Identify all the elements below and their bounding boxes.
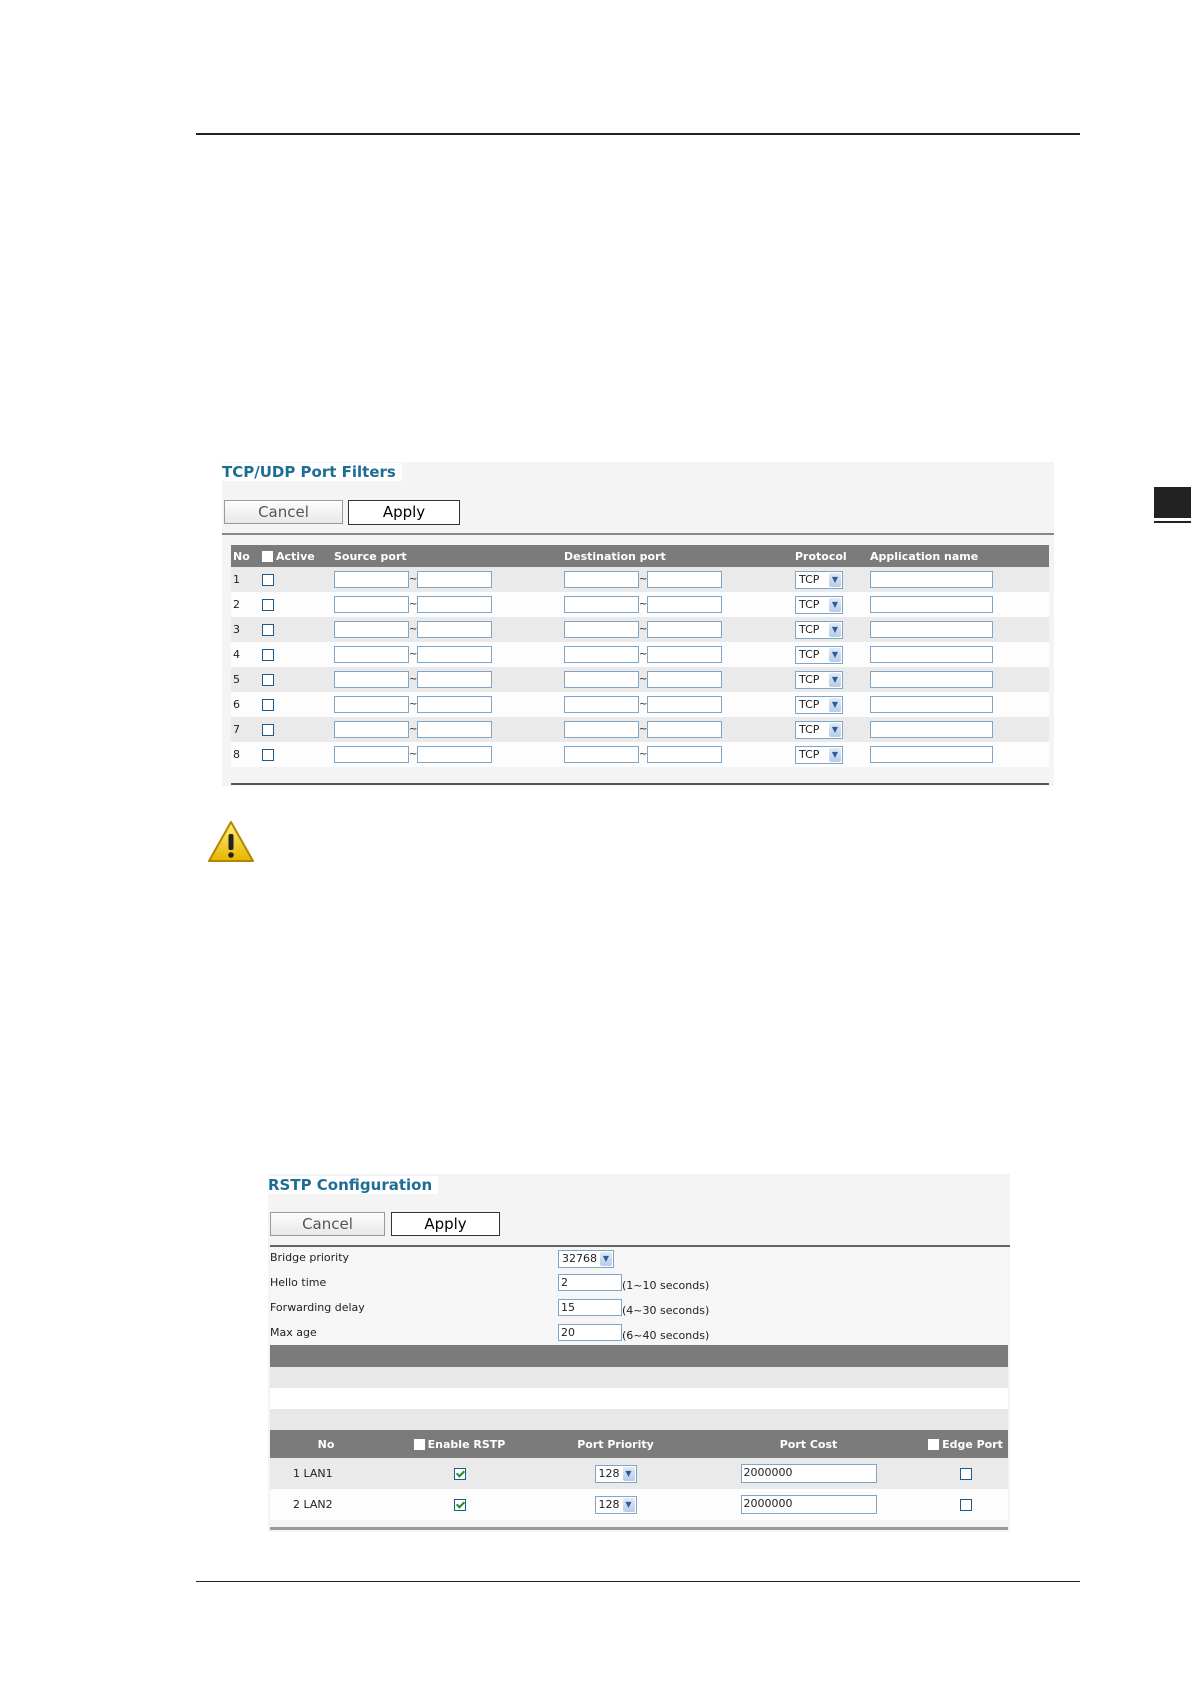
row-active-cell: [260, 617, 332, 642]
range-separator: ~: [409, 599, 418, 610]
row-active-cell: [260, 667, 332, 692]
table-row: [231, 617, 1049, 642]
apply-button[interactable]: Apply: [348, 500, 460, 525]
destination-port-start-input[interactable]: [564, 621, 639, 638]
table-row: [231, 667, 1049, 692]
source-port-start-input[interactable]: [334, 696, 409, 713]
active-checkbox[interactable]: [262, 724, 274, 736]
destination-port-start-input[interactable]: [564, 746, 639, 763]
source-port-start-input[interactable]: [334, 596, 409, 613]
source-port-start-input[interactable]: [334, 746, 409, 763]
table-row: [231, 567, 1049, 592]
range-separator: ~: [639, 599, 648, 610]
rstp-divider: [270, 1245, 1010, 1247]
port-label: 1 LAN1: [270, 1458, 382, 1489]
table-row: [231, 592, 1049, 617]
protocol-select[interactable]: TCP ▼: [795, 646, 843, 664]
edge-port-cell: [923, 1489, 1008, 1520]
enable-rstp-cell: [382, 1489, 537, 1520]
cancel-button[interactable]: Cancel: [224, 500, 343, 524]
row-active-cell: [260, 592, 332, 617]
row-number: 8: [231, 742, 260, 767]
chevron-down-icon: ▼: [829, 748, 841, 762]
edge-port-cell: [923, 1458, 1008, 1489]
source-port-end-input[interactable]: [417, 621, 492, 638]
bridge-priority-select[interactable]: 32768 ▼: [558, 1250, 614, 1268]
hello-time-input[interactable]: 2: [558, 1274, 622, 1291]
port-priority-select[interactable]: 128 ▼: [595, 1465, 637, 1483]
destination-port-start-input[interactable]: [564, 721, 639, 738]
application-name-cell: [868, 717, 1049, 742]
header-rule: [196, 133, 1080, 135]
source-port-cell: [332, 717, 562, 742]
destination-port-end-input[interactable]: [647, 571, 722, 588]
chevron-down-icon: ▼: [829, 598, 841, 612]
port-label: 2 LAN2: [270, 1489, 382, 1520]
source-port-cell: [332, 642, 562, 667]
filters-bottom-line: [231, 783, 1049, 785]
source-port-end-input[interactable]: [417, 571, 492, 588]
source-port-start-input[interactable]: [334, 646, 409, 663]
row-active-cell: [260, 742, 332, 767]
destination-port-end-input[interactable]: [647, 596, 722, 613]
destination-port-start-input[interactable]: [564, 571, 639, 588]
chevron-down-icon: ▼: [600, 1252, 612, 1266]
select-all-active-checkbox[interactable]: [262, 551, 273, 562]
port-cost-input[interactable]: 2000000: [741, 1464, 877, 1483]
source-port-cell: [332, 617, 562, 642]
rstp-stripe-2: [270, 1388, 1008, 1409]
application-name-cell: [868, 742, 1049, 767]
row-number: 3: [231, 617, 260, 642]
application-name-cell: [868, 642, 1049, 667]
active-checkbox[interactable]: [262, 624, 274, 636]
rstp-title: RSTP Configuration: [268, 1176, 438, 1194]
port-cost-cell: [694, 1458, 923, 1489]
destination-port-end-input[interactable]: [647, 621, 722, 638]
tcp-udp-filters-table: [231, 545, 1049, 767]
filters-divider: [222, 533, 1054, 535]
range-separator: ~: [409, 674, 418, 685]
chevron-down-icon: ▼: [829, 698, 841, 712]
row-active-cell: [260, 692, 332, 717]
rstp-apply-button[interactable]: Apply: [391, 1212, 500, 1236]
row-number: 7: [231, 717, 260, 742]
range-separator: ~: [409, 649, 418, 660]
range-separator: ~: [639, 749, 648, 760]
port-priority-cell: [537, 1489, 694, 1520]
source-port-cell: [332, 592, 562, 617]
range-separator: ~: [409, 624, 418, 635]
source-port-end-input[interactable]: [417, 646, 492, 663]
port-priority-select[interactable]: 128 ▼: [595, 1496, 637, 1514]
source-port-cell: [332, 692, 562, 717]
hello-time-hint: (1~10 seconds): [622, 1279, 710, 1292]
table-row: [231, 692, 1049, 717]
protocol-select[interactable]: TCP ▼: [795, 596, 843, 614]
port-priority-cell: [537, 1458, 694, 1489]
active-checkbox[interactable]: [262, 649, 274, 661]
destination-port-end-input[interactable]: [647, 721, 722, 738]
range-separator: ~: [639, 699, 648, 710]
destination-port-cell: [562, 717, 793, 742]
destination-port-cell: [562, 692, 793, 717]
col-source-port: Source port: [332, 545, 562, 567]
rstp-cancel-button[interactable]: Cancel: [270, 1212, 385, 1236]
application-name-input[interactable]: [870, 721, 993, 738]
protocol-cell: [793, 692, 868, 717]
range-separator: ~: [409, 749, 418, 760]
source-port-end-input[interactable]: [417, 671, 492, 688]
destination-port-start-input[interactable]: [564, 646, 639, 663]
port-cost-input[interactable]: 2000000: [741, 1495, 877, 1514]
application-name-input[interactable]: [870, 746, 993, 763]
port-cost-cell: [694, 1489, 923, 1520]
chevron-down-icon: ▼: [829, 623, 841, 637]
chevron-down-icon: ▼: [829, 573, 841, 587]
edge-port-checkbox[interactable]: [960, 1499, 972, 1511]
protocol-cell: [793, 592, 868, 617]
destination-port-cell: [562, 617, 793, 642]
destination-port-end-input[interactable]: [647, 671, 722, 688]
source-port-cell: [332, 667, 562, 692]
destination-port-cell: [562, 567, 793, 592]
source-port-start-input[interactable]: [334, 621, 409, 638]
protocol-select[interactable]: TCP ▼: [795, 696, 843, 714]
application-name-input[interactable]: [870, 571, 993, 588]
forwarding-delay-label: Forwarding delay: [270, 1301, 365, 1314]
tcp-udp-filters-title: TCP/UDP Port Filters: [222, 463, 402, 481]
source-port-start-input[interactable]: [334, 721, 409, 738]
protocol-cell: [793, 567, 868, 592]
destination-port-cell: [562, 742, 793, 767]
select-all-rstp-checkbox[interactable]: [414, 1439, 425, 1450]
chevron-down-icon: ▼: [829, 673, 841, 687]
source-port-start-input[interactable]: [334, 571, 409, 588]
rstp-stripe-1: [270, 1367, 1008, 1388]
enable-rstp-cell: [382, 1458, 537, 1489]
protocol-select[interactable]: TCP ▼: [795, 671, 843, 689]
enable-rstp-checkbox[interactable]: [454, 1499, 466, 1511]
rstp-stripe-3: [270, 1409, 1008, 1430]
destination-port-start-input[interactable]: [564, 596, 639, 613]
range-separator: ~: [409, 724, 418, 735]
range-separator: ~: [639, 574, 648, 585]
col-port-priority: Port Priority: [537, 1430, 694, 1458]
application-name-input[interactable]: [870, 671, 993, 688]
forwarding-delay-input[interactable]: 15: [558, 1299, 622, 1316]
protocol-select[interactable]: TCP ▼: [795, 621, 843, 639]
col-destination-port: Destination port: [562, 545, 793, 567]
range-separator: ~: [639, 674, 648, 685]
destination-port-cell: [562, 642, 793, 667]
col-edge-port: Edge Port: [923, 1430, 1008, 1458]
row-number: 6: [231, 692, 260, 717]
forwarding-delay-hint: (4~30 seconds): [622, 1304, 710, 1317]
protocol-select[interactable]: TCP ▼: [795, 721, 843, 739]
protocol-cell: [793, 742, 868, 767]
destination-port-start-input[interactable]: [564, 696, 639, 713]
max-age-label: Max age: [270, 1326, 317, 1339]
protocol-cell: [793, 642, 868, 667]
source-port-end-input[interactable]: [417, 596, 492, 613]
row-active-cell: [260, 717, 332, 742]
active-checkbox[interactable]: [262, 574, 274, 586]
active-checkbox[interactable]: [262, 699, 274, 711]
table-row: [270, 1458, 1008, 1489]
col-no: No: [231, 545, 260, 567]
max-age-input[interactable]: 20: [558, 1324, 622, 1341]
chevron-down-icon: ▼: [623, 1467, 635, 1481]
range-separator: ~: [409, 699, 418, 710]
active-checkbox[interactable]: [262, 749, 274, 761]
application-name-cell: [868, 692, 1049, 717]
table-row: [231, 742, 1049, 767]
col-port-no: No: [270, 1430, 382, 1458]
hello-time-label: Hello time: [270, 1276, 327, 1289]
col-enable-rstp: Enable RSTP: [382, 1430, 537, 1458]
application-name-cell: [868, 667, 1049, 692]
source-port-end-input[interactable]: [417, 696, 492, 713]
destination-port-end-input[interactable]: [647, 696, 722, 713]
bridge-priority-label: Bridge priority: [270, 1251, 350, 1264]
range-separator: ~: [639, 624, 648, 635]
application-name-input[interactable]: [870, 596, 993, 613]
active-checkbox[interactable]: [262, 599, 274, 611]
protocol-cell: [793, 617, 868, 642]
application-name-cell: [868, 592, 1049, 617]
col-active: Active: [260, 545, 332, 567]
range-separator: ~: [639, 649, 648, 660]
row-active-cell: [260, 567, 332, 592]
table-row: [270, 1489, 1008, 1520]
table-row: [231, 642, 1049, 667]
footer-rule: [196, 1581, 1080, 1582]
chevron-down-icon: ▼: [623, 1498, 635, 1512]
destination-port-end-input[interactable]: [647, 646, 722, 663]
chevron-down-icon: ▼: [829, 648, 841, 662]
rstp-ports-table: [270, 1430, 1008, 1520]
row-number: 2: [231, 592, 260, 617]
max-age-hint: (6~40 seconds): [622, 1329, 710, 1342]
protocol-select[interactable]: TCP ▼: [795, 571, 843, 589]
protocol-select[interactable]: TCP ▼: [795, 746, 843, 764]
table-row: [231, 717, 1049, 742]
col-application-name: Application name: [868, 545, 1049, 567]
source-port-cell: [332, 742, 562, 767]
chapter-tab-line: [1154, 521, 1191, 523]
application-name-input[interactable]: [870, 621, 993, 638]
source-port-end-input[interactable]: [417, 721, 492, 738]
destination-port-cell: [562, 667, 793, 692]
edge-port-checkbox[interactable]: [960, 1468, 972, 1480]
range-separator: ~: [639, 724, 648, 735]
source-port-start-input[interactable]: [334, 671, 409, 688]
row-number: 1: [231, 567, 260, 592]
col-protocol: Protocol: [793, 545, 868, 567]
col-port-cost: Port Cost: [694, 1430, 923, 1458]
application-name-input[interactable]: [870, 646, 993, 663]
range-separator: ~: [409, 574, 418, 585]
enable-rstp-checkbox[interactable]: [454, 1468, 466, 1480]
warning-icon: [207, 820, 255, 864]
chapter-tab: [1154, 487, 1191, 518]
chevron-down-icon: ▼: [829, 723, 841, 737]
rstp-section-header: [270, 1345, 1008, 1367]
active-checkbox[interactable]: [262, 674, 274, 686]
protocol-cell: [793, 667, 868, 692]
rstp-bottom-line: [270, 1527, 1008, 1530]
destination-port-start-input[interactable]: [564, 671, 639, 688]
destination-port-end-input[interactable]: [647, 746, 722, 763]
row-active-cell: [260, 642, 332, 667]
row-number: 4: [231, 642, 260, 667]
row-number: 5: [231, 667, 260, 692]
application-name-cell: [868, 567, 1049, 592]
application-name-input[interactable]: [870, 696, 993, 713]
protocol-cell: [793, 717, 868, 742]
destination-port-cell: [562, 592, 793, 617]
select-all-edge-checkbox[interactable]: [928, 1439, 939, 1450]
application-name-cell: [868, 617, 1049, 642]
source-port-end-input[interactable]: [417, 746, 492, 763]
source-port-cell: [332, 567, 562, 592]
